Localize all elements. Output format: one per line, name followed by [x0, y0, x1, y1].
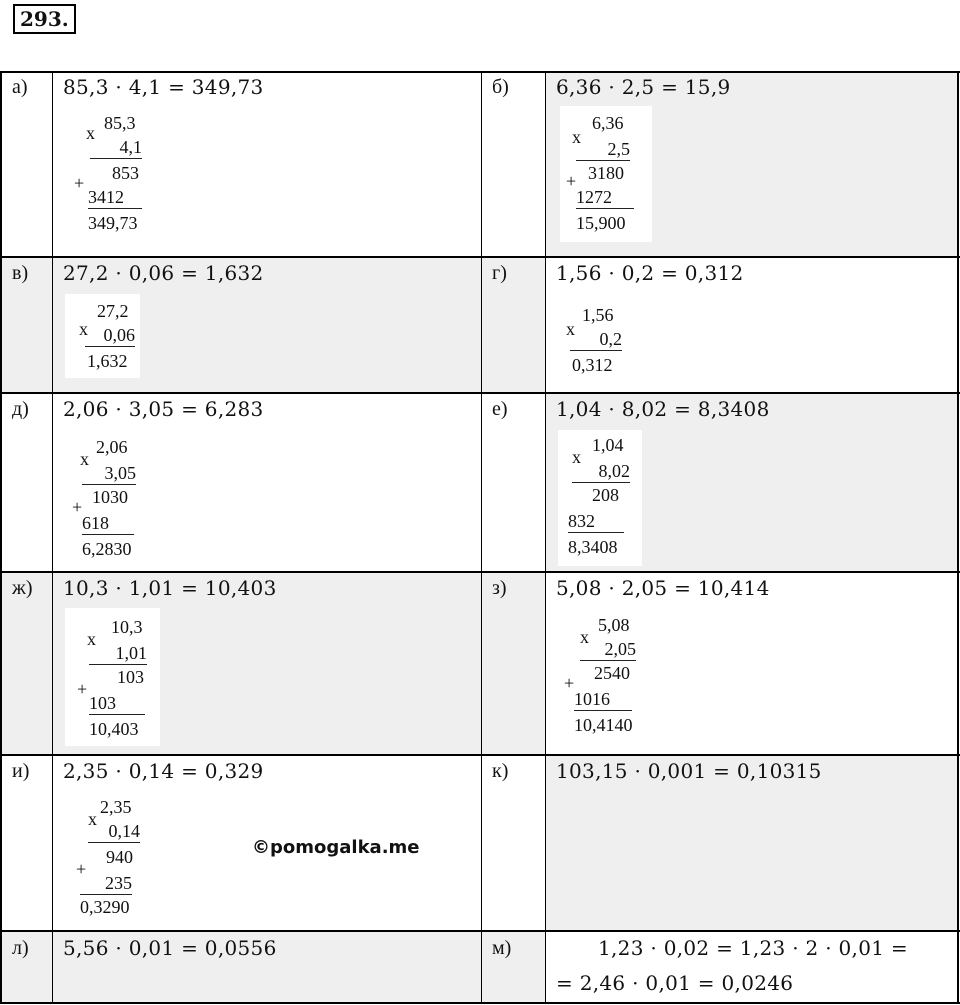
multiplier: 0,14 — [88, 820, 140, 843]
item-label: г) — [492, 262, 507, 284]
item-label: в) — [12, 262, 29, 284]
partial-product-1: 3180 — [588, 163, 624, 183]
product-result: 6,2830 — [82, 539, 132, 559]
item-equation: 5,56 · 0,01 = 0,0556 — [63, 936, 277, 960]
partial-product-2: 103 — [89, 692, 145, 715]
row-line — [0, 392, 960, 394]
item-equation: 6,36 · 2,5 = 15,9 — [556, 75, 731, 99]
multiply-sign: x — [79, 319, 88, 339]
item-label: и) — [12, 760, 30, 782]
plus-sign: + — [74, 173, 85, 193]
partial-product-1: 940 — [106, 847, 133, 867]
partial-product-1: 1030 — [92, 487, 128, 507]
partial-product-2: 832 — [568, 510, 624, 533]
column-multiplication — [70, 108, 160, 238]
column-multiplication — [562, 298, 642, 382]
watermark: ©pomogalka.me — [252, 837, 420, 858]
multiplicand: 2,35 — [100, 797, 132, 817]
partial-product-1: 853 — [112, 163, 139, 183]
item-equation: 27,2 · 0,06 = 1,632 — [63, 261, 264, 285]
partial-product-1: 103 — [117, 667, 144, 687]
multiplier: 2,05 — [580, 638, 636, 661]
plus-sign: + — [72, 497, 83, 517]
row-line — [0, 256, 960, 258]
multiply-sign: x — [88, 809, 97, 829]
col-line — [481, 71, 482, 1004]
partial-product-2: 1016 — [574, 688, 632, 711]
plus-sign: + — [566, 171, 577, 191]
partial-product-2: 235 — [80, 872, 132, 895]
multiply-sign: x — [86, 123, 95, 143]
item-equation: 2,06 · 3,05 = 6,283 — [63, 397, 264, 421]
item-label: б) — [492, 76, 509, 98]
multiplier: 8,02 — [572, 460, 630, 483]
item-equation: 10,3 · 1,01 = 10,403 — [63, 576, 277, 600]
multiplier: 3,05 — [82, 462, 136, 485]
item-label: д) — [12, 398, 29, 420]
row-line — [0, 571, 960, 573]
column-multiplication — [70, 794, 160, 926]
item-label: з) — [492, 577, 507, 599]
product-result: 10,4140 — [574, 715, 633, 735]
row-line — [0, 1002, 960, 1004]
col-line — [0, 71, 2, 1004]
partial-product-1: 2540 — [594, 663, 630, 683]
item-label: ж) — [12, 577, 33, 599]
item-equation: 1,04 · 8,02 = 8,3408 — [556, 397, 770, 421]
partial-product-2: 1272 — [576, 186, 634, 209]
multiplicand: 1,04 — [592, 435, 624, 455]
item-label: л) — [12, 937, 29, 959]
multiplier: 2,5 — [576, 138, 630, 161]
item-equation-continued: = 2,46 · 0,01 = 0,0246 — [556, 971, 794, 995]
multiply-sign: x — [566, 319, 575, 339]
item-equation: 5,08 · 2,05 = 10,414 — [556, 576, 770, 600]
product-result: 0,312 — [572, 355, 613, 375]
task-number: 293. — [13, 4, 76, 34]
product-result: 10,403 — [89, 719, 139, 739]
partial-product-2: 3412 — [88, 186, 142, 209]
multiply-sign: x — [572, 447, 581, 467]
multiplier: 0,06 — [85, 324, 135, 347]
multiply-sign: x — [87, 629, 96, 649]
col-line — [957, 71, 959, 1004]
multiplier: 4,1 — [90, 136, 142, 159]
item-label: м) — [492, 937, 512, 959]
multiplier: 0,2 — [570, 328, 622, 351]
product-result: 0,3290 — [80, 897, 130, 917]
multiply-sign: x — [580, 627, 589, 647]
item-equation: 103,15 · 0,001 = 0,10315 — [556, 759, 822, 783]
multiplicand: 5,08 — [598, 615, 630, 635]
multiplicand: 27,2 — [97, 301, 129, 321]
product-result: 349,73 — [88, 213, 138, 233]
col-line — [545, 71, 546, 1004]
partial-product-1: 208 — [592, 485, 619, 505]
multiplicand: 85,3 — [104, 113, 136, 133]
multiplicand: 10,3 — [111, 617, 143, 637]
column-multiplication — [562, 610, 652, 744]
item-label: а) — [12, 76, 28, 98]
item-label: к) — [492, 760, 509, 782]
item-equation: 1,56 · 0,2 = 0,312 — [556, 261, 744, 285]
product-result: 1,632 — [87, 351, 128, 371]
column-multiplication — [558, 430, 642, 566]
product-result: 15,900 — [576, 213, 626, 233]
product-result: 8,3408 — [568, 537, 618, 557]
multiplicand: 2,06 — [96, 437, 128, 457]
row-line — [0, 930, 960, 932]
item-equation: 85,3 · 4,1 = 349,73 — [63, 75, 264, 99]
row-line — [0, 71, 960, 73]
column-multiplication — [65, 608, 160, 746]
column-multiplication — [560, 106, 652, 242]
partial-product-2: 618 — [82, 512, 134, 535]
item-equation: 2,35 · 0,14 = 0,329 — [63, 759, 264, 783]
item-label: е) — [492, 398, 508, 420]
column-multiplication — [68, 432, 158, 564]
item-equation: 1,23 · 0,02 = 1,23 · 2 · 0,01 = — [598, 936, 908, 960]
multiplier: 1,01 — [89, 642, 147, 665]
row-line — [0, 754, 960, 756]
multiply-sign: x — [572, 127, 581, 147]
column-multiplication — [65, 294, 140, 378]
multiplicand: 1,56 — [582, 305, 614, 325]
plus-sign: + — [564, 673, 575, 693]
col-line — [52, 71, 53, 1004]
multiply-sign: x — [80, 449, 89, 469]
multiplicand: 6,36 — [592, 113, 624, 133]
plus-sign: + — [77, 679, 88, 699]
plus-sign: + — [76, 859, 87, 879]
